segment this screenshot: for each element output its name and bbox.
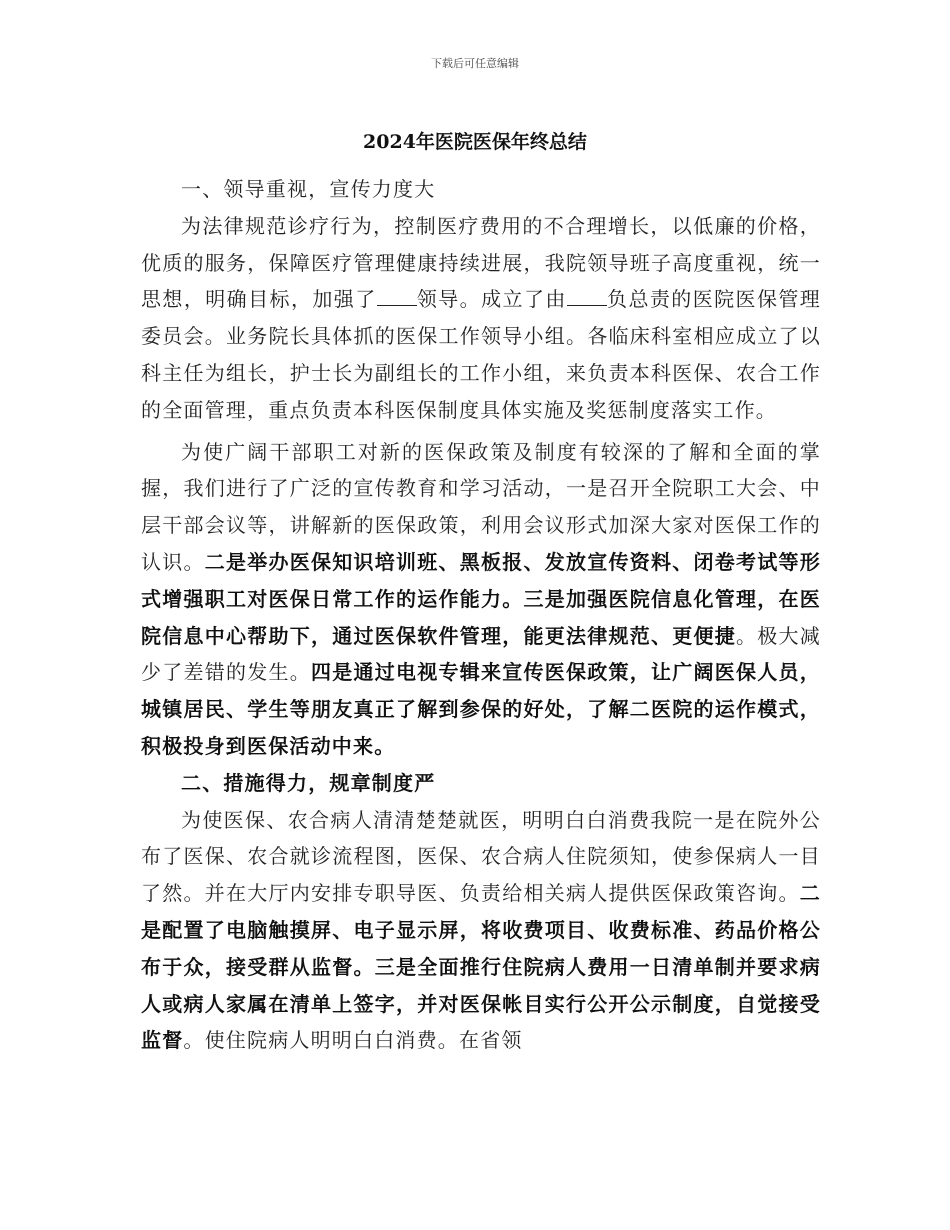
bold-text-run: 二是举办医保知识培训班、黑板报、发放宣传资料、闭卷考试等形式增强职工对医保日常工作的运作能力。三是加强医院信息化管理，在医院信息中心帮助下，通过医保软件管理，能更法律规范、更便捷 [141,549,821,648]
blank-underline [567,287,607,306]
text-run: 为使广阔干部职工对新的医保政策及制度有较深的了解和全面的掌握，我们进行了广泛的宣传教育和学习活动，一是召开全院职工大会、中层干部会议等，讲解新的医保政策，利用会议形式加深大家对医保工作的认识。 [141,439,821,574]
bold-text-run: 四是通过电视专辑来宣传医保政策，让广阔医保人员，城镇居民、学生等朋友真正了解到参保的好处，了解二医院的运作模式，积极投身到医保活动中来。 [141,660,821,758]
section-2-heading: 二、措施得力，规章制度严 [181,770,436,795]
text-run: 为使医保、农合病人清清楚楚就医，明明白白消费我院一是在院外公布了医保、农合就诊流程图，医保、农合病人住院须知，使参保病人一目了然。并在大厅内安排专职导医、负责给相关病人提供医保政策咨询。 [141,807,821,906]
section-1-paragraph-2 [141,434,821,765]
text-run: 。极大减少了差错的发生。 [141,623,821,685]
text-run: 领导。成立了由 [416,287,567,312]
document-body [141,171,821,1059]
blank-underline [377,287,417,306]
bold-text-run: 二是配置了电脑触摸屏、电子显示屏，将收费项目、收费标准、药品价格公布于众，接受群从监督。三是全面推行住院病人费用一日清单制并要求病人或病人家属在清单上签字，并对医保帐目实行公开公示制度，自觉接受监督 [141,881,821,1053]
header-note: 下载后可任意编辑 [431,57,519,70]
section-2-paragraph-1 [141,802,821,1060]
text-run: 负总责的医院医保管理委员会。业务院长具体抓的医保工作领导小组。各临床科室相应成立了以科主任为组长，护士长为副组长的工作小组，来负责本科医保、农合工作的全面管理，重点负责本科医保制度具体实施及奖惩制度落实工作。 [141,287,822,422]
document-title: 2024年医院医保年终总结 [363,131,587,153]
section-1-heading: 一、领导重视，宣传力度大 [181,177,436,201]
section-1-paragraph-1 [141,208,821,429]
text-run: 为法律规范诊疗行为，控制医疗费用的不合理增长，以低廉的价格，优质的服务，保障医疗管理健康持续进展，我院领导班子高度重视，统一思想，明确目标，加强了 [141,213,821,312]
text-run: 。使住院病人明明白白消费。在省领 [183,1028,523,1053]
